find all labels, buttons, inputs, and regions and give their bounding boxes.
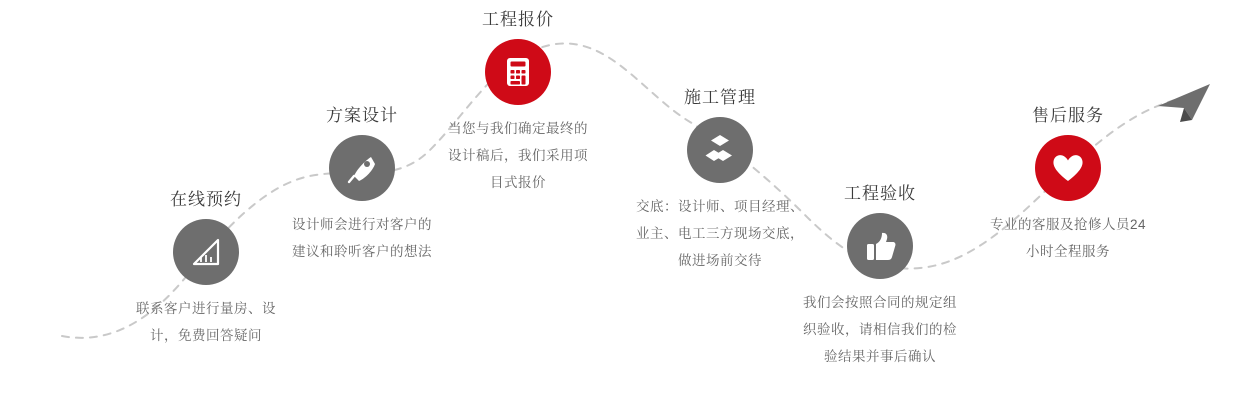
- heart-icon: [1035, 135, 1101, 201]
- ruler-icon: [173, 219, 239, 285]
- step-title: 工程报价: [482, 10, 554, 29]
- flow-step-after-sales[interactable]: [978, 106, 1158, 265]
- step-title: 方案设计: [326, 106, 398, 125]
- step-title: 售后服务: [1032, 106, 1104, 125]
- calculator-icon: [485, 39, 551, 105]
- step-title: 施工管理: [684, 88, 756, 107]
- step-description: 我们会按照合同的规定组织验收，请相信我们的检验结果并事后确认: [803, 295, 957, 364]
- flow-step-online-booking[interactable]: [116, 190, 296, 349]
- step-description: 专业的客服及抢修人员24小时全程服务: [989, 217, 1147, 259]
- step-title: 工程验收: [844, 184, 916, 203]
- step-description: 当您与我们确定最终的设计稿后，我们采用项目式报价: [448, 121, 588, 190]
- flow-step-quotation[interactable]: [428, 10, 608, 196]
- flow-step-plan-design[interactable]: [272, 106, 452, 265]
- step-description: 交底：设计师、项目经理、业主、电工三方现场交底，做进场前交待: [636, 199, 804, 268]
- step-description: 设计师会进行对客户的建议和聆听客户的想法: [292, 217, 432, 259]
- blocks-icon: [687, 117, 753, 183]
- step-description: 联系客户进行量房、设计，免费回答疑问: [136, 301, 276, 343]
- pen-nib-icon: [329, 135, 395, 201]
- flow-step-construction-management[interactable]: [630, 88, 810, 274]
- flow-step-acceptance[interactable]: [790, 184, 970, 370]
- thumbs-up-icon: [847, 213, 913, 279]
- paper-plane-icon: [1158, 84, 1210, 122]
- step-title: 在线预约: [170, 190, 242, 209]
